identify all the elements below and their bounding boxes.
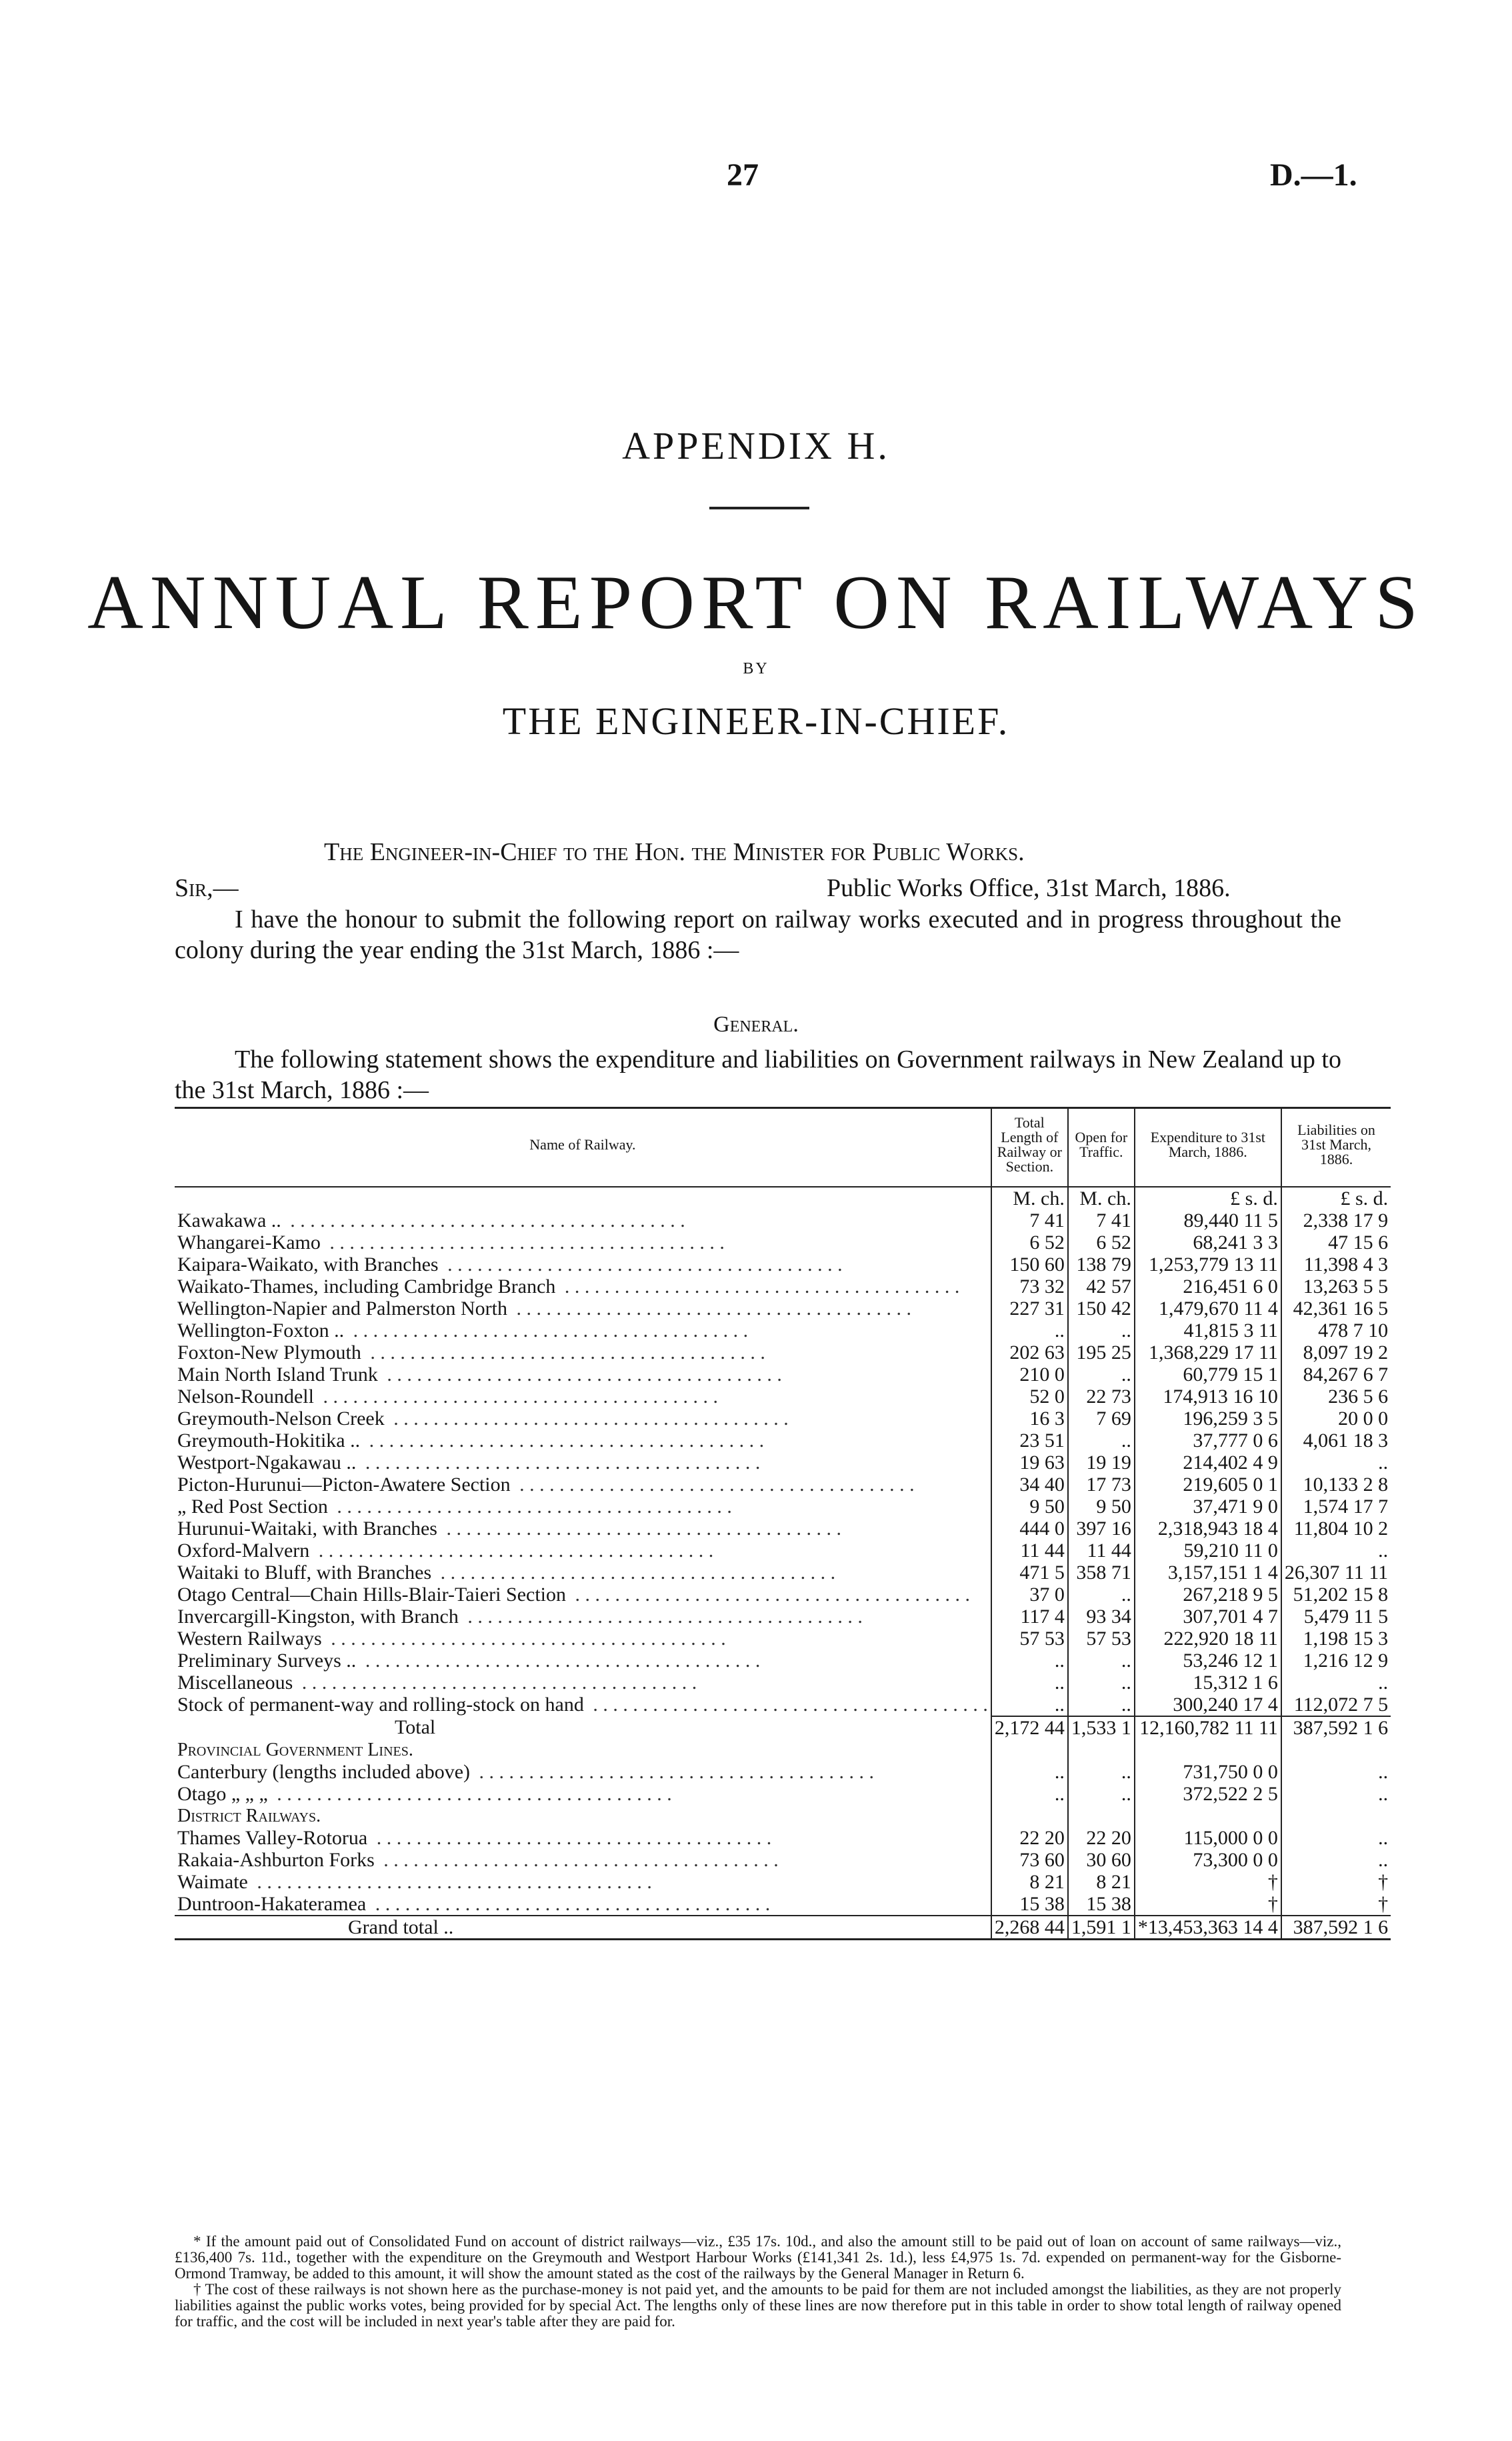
row-expenditure: 196,259 3 5 — [1135, 1408, 1281, 1430]
table-row — [175, 1562, 1391, 1584]
report-subtitle: THE ENGINEER-IN-CHIEF. — [502, 699, 1010, 743]
table-row — [175, 1916, 1391, 1940]
table-row — [175, 1452, 1391, 1474]
header-open: Open for Traffic. — [1068, 1108, 1135, 1187]
table-row — [175, 1871, 1391, 1893]
row-length: 117 4 — [991, 1606, 1068, 1628]
table-row — [175, 1276, 1391, 1298]
heading-divider — [709, 507, 809, 509]
railway-name: Greymouth-Nelson Creek — [177, 1408, 389, 1430]
railway-name: Picton-Hurunui—Picton-Awatere Section — [177, 1474, 515, 1496]
row-liabilities: 4,061 18 3 — [1281, 1430, 1391, 1452]
row-expenditure: 15,312 1 6 — [1135, 1672, 1281, 1694]
leader-dots: . . . . . . . . . . . . . . . . . . . . . . . . . . . . . . . . . . . . . . . . — [364, 1430, 765, 1452]
district-section-row — [175, 1805, 1391, 1827]
row-open: 150 42 — [1068, 1298, 1135, 1320]
row-expenditure: 372,522 2 5 — [1135, 1783, 1281, 1805]
row-expenditure: 267,218 9 5 — [1135, 1584, 1281, 1606]
row-length: 444 0 — [991, 1518, 1068, 1540]
empty-cell — [1068, 1739, 1135, 1761]
row-expenditure: 37,777 0 6 — [1135, 1430, 1281, 1452]
row-length: 7 41 — [991, 1209, 1068, 1232]
row-liabilities: 84,267 6 7 — [1281, 1364, 1391, 1386]
section-heading: District Railways. — [177, 1806, 321, 1826]
row-expenditure: 222,920 18 11 — [1135, 1628, 1281, 1650]
railway-name: Kawakawa .. — [177, 1209, 285, 1232]
empty-cell — [1281, 1739, 1391, 1761]
report-title: ANNUAL REPORT ON RAILWAYS — [87, 560, 1425, 645]
leader-dots: . . . . . . . . . . . . . . . . . . . . . . . . . . . . . . . . . . . . . . . . — [462, 1606, 863, 1628]
row-expenditure: 12,160,782 11 11 — [1135, 1716, 1281, 1739]
row-liabilities: .. — [1281, 1783, 1391, 1805]
table-row — [175, 1584, 1391, 1606]
row-length: 22 20 — [991, 1827, 1068, 1849]
row-open: 42 57 — [1068, 1276, 1135, 1298]
section-heading: Provincial Government Lines. — [177, 1740, 413, 1760]
row-name — [175, 1209, 991, 1232]
row-length: 8 21 — [991, 1871, 1068, 1893]
table-row — [175, 1474, 1391, 1496]
row-liabilities: 20 0 0 — [1281, 1408, 1391, 1430]
row-expenditure: 89,440 11 5 — [1135, 1209, 1281, 1232]
letter-dateline: Public Works Office, 31st March, 1886. — [827, 874, 1231, 902]
row-expenditure: 3,157,151 1 4 — [1135, 1562, 1281, 1584]
table-row — [175, 1827, 1391, 1849]
row-name — [175, 1276, 991, 1298]
empty-cell — [1068, 1805, 1135, 1827]
row-length: 57 53 — [991, 1628, 1068, 1650]
railway-name: Otago „ „ „ — [177, 1783, 272, 1805]
row-open: .. — [1068, 1694, 1135, 1716]
table-row — [175, 1298, 1391, 1320]
table-row — [175, 1650, 1391, 1672]
leader-dots: . . . . . . . . . . . . . . . . . . . . . . . . . . . . . . . . . . . . . . . . — [285, 1209, 685, 1232]
empty-cell — [1281, 1805, 1391, 1827]
row-length: 73 60 — [991, 1849, 1068, 1871]
railway-name: Main North Island Trunk — [177, 1364, 382, 1386]
railway-name: Stock of permanent-way and rolling-stock on hand — [177, 1694, 588, 1716]
leader-dots: . . . . . . . . . . . . . . . . . . . . . . . . . . . . . . . . . . . . . . . . — [435, 1562, 836, 1584]
row-expenditure: † — [1135, 1893, 1281, 1916]
leader-dots: . . . . . . . . . . . . . . . . . . . . . . . . . . . . . . . . . . . . . . . . — [514, 1474, 915, 1496]
row-liabilities: 42,361 16 5 — [1281, 1298, 1391, 1320]
row-open: 30 60 — [1068, 1849, 1135, 1871]
row-name — [175, 1650, 991, 1672]
row-name — [175, 1320, 991, 1342]
row-name — [175, 1408, 991, 1430]
page-number: 27 — [727, 157, 759, 193]
row-length: 6 52 — [991, 1232, 1068, 1254]
row-liabilities: 11,398 4 3 — [1281, 1254, 1391, 1276]
row-liabilities: .. — [1281, 1540, 1391, 1562]
empty-cell — [1135, 1739, 1281, 1761]
row-open: .. — [1068, 1650, 1135, 1672]
header-liabilities: Liabilities on 31st March, 1886. — [1281, 1108, 1391, 1187]
leader-dots: . . . . . . . . . . . . . . . . . . . . . . . . . . . . . . . . . . . . . . . . — [378, 1849, 779, 1871]
row-open: .. — [1068, 1672, 1135, 1694]
row-open: 1,533 1 — [1068, 1716, 1135, 1739]
leader-dots: . . . . . . . . . . . . . . . . . . . . . . . . . . . . . . . . . . . . . . . . — [370, 1893, 771, 1915]
railway-name: Invercargill-Kingston, with Branch — [177, 1606, 463, 1628]
railway-name: „ Red Post Section — [177, 1496, 332, 1518]
row-name — [175, 1386, 991, 1408]
row-expenditure: † — [1135, 1871, 1281, 1893]
row-liabilities: 1,216 12 9 — [1281, 1650, 1391, 1672]
row-expenditure: 59,210 11 0 — [1135, 1540, 1281, 1562]
row-length: 227 31 — [991, 1298, 1068, 1320]
leader-dots: . . . . . . . . . . . . . . . . . . . . . . . . . . . . . . . . . . . . . . . . — [371, 1827, 772, 1849]
row-length: 9 50 — [991, 1496, 1068, 1518]
railway-name: Westport-Ngakawau .. — [177, 1452, 360, 1474]
table-row — [175, 1320, 1391, 1342]
empty-cell — [991, 1739, 1068, 1761]
row-open: 7 69 — [1068, 1408, 1135, 1430]
header-name: Name of Railway. — [175, 1108, 991, 1187]
table-row — [175, 1386, 1391, 1408]
unit-liabilities: £ s. d. — [1281, 1187, 1391, 1209]
row-open: 15 38 — [1068, 1893, 1135, 1916]
leader-dots: . . . . . . . . . . . . . . . . . . . . . . . . . . . . . . . . . . . . . . . . — [325, 1628, 726, 1650]
row-expenditure: 37,471 9 0 — [1135, 1496, 1281, 1518]
header-expenditure: Expenditure to 31st March, 1886. — [1135, 1108, 1281, 1187]
letter-salutation: Sir,— — [175, 874, 239, 902]
leader-dots: . . . . . . . . . . . . . . . . . . . . . . . . . . . . . . . . . . . . . . . . — [313, 1540, 714, 1562]
row-open: 17 73 — [1068, 1474, 1135, 1496]
row-expenditure: 300,240 17 4 — [1135, 1694, 1281, 1716]
units-row — [175, 1187, 1391, 1209]
row-expenditure: 1,479,670 11 4 — [1135, 1298, 1281, 1320]
railway-name: Rakaia-Ashburton Forks — [177, 1849, 379, 1871]
row-length: 2,172 44 — [991, 1716, 1068, 1739]
row-liabilities: 1,574 17 7 — [1281, 1496, 1391, 1518]
document-reference: D.—1. — [1270, 157, 1357, 193]
row-liabilities: 2,338 17 9 — [1281, 1209, 1391, 1232]
row-name — [175, 1342, 991, 1364]
table-row — [175, 1540, 1391, 1562]
table-row — [175, 1364, 1391, 1386]
leader-dots: . . . . . . . . . . . . . . . . . . . . . . . . . . . . . . . . . . . . . . . . — [331, 1496, 732, 1518]
row-liabilities: .. — [1281, 1761, 1391, 1783]
table-row — [175, 1694, 1391, 1716]
row-expenditure: 174,913 16 10 — [1135, 1386, 1281, 1408]
appendix-heading: APPENDIX H. — [622, 424, 890, 467]
intro-text: The following statement shows the expenditure and liabilities on Government railways in New Zealand up to the 31st March, 1886 :— — [175, 1045, 1341, 1104]
railway-name: Oxford-Malvern — [177, 1540, 313, 1562]
row-length: .. — [991, 1320, 1068, 1342]
railway-name: Miscellaneous — [177, 1672, 297, 1694]
row-liabilities: † — [1281, 1893, 1391, 1916]
row-liabilities: .. — [1281, 1452, 1391, 1474]
row-name — [175, 1540, 991, 1562]
leader-dots: . . . . . . . . . . . . . . . . . . . . . . . . . . . . . . . . . . . . . . . . — [360, 1452, 761, 1474]
table-row — [175, 1342, 1391, 1364]
footnote-dagger: † The cost of these railways is not shown here as the purchase-money is not paid yet, and the amounts to be paid for them are not included amongst the liabilities, as they are not properly liabilities against the public works votes, being provided for by special Act. The lengths only of these lines are now therefore put in this table in order to show total length of railway opened for traffic, and the cost will be included in next year's table after they are paid for. — [175, 2281, 1341, 2330]
row-length: 11 44 — [991, 1540, 1068, 1562]
railway-name: Hurunui-Waitaki, with Branches — [177, 1518, 441, 1540]
row-open: 1,591 1 — [1068, 1916, 1135, 1940]
row-name — [175, 1761, 991, 1783]
row-name — [175, 1254, 991, 1276]
unit-expenditure: £ s. d. — [1135, 1187, 1281, 1209]
row-length: 150 60 — [991, 1254, 1068, 1276]
row-name — [175, 1694, 991, 1716]
leader-dots: . . . . . . . . . . . . . . . . . . . . . . . . . . . . . . . . . . . . . . . . — [365, 1342, 765, 1364]
row-open: 22 20 — [1068, 1827, 1135, 1849]
table-row — [175, 1209, 1391, 1232]
row-name — [175, 1496, 991, 1518]
row-expenditure: 73,300 0 0 — [1135, 1849, 1281, 1871]
row-liabilities: 10,133 2 8 — [1281, 1474, 1391, 1496]
row-expenditure: 219,605 0 1 — [1135, 1474, 1281, 1496]
row-name — [175, 1518, 991, 1540]
row-name — [175, 1298, 991, 1320]
row-open: 195 25 — [1068, 1342, 1135, 1364]
table-row — [175, 1496, 1391, 1518]
row-length: 2,268 44 — [991, 1916, 1068, 1940]
railway-name: Preliminary Surveys .. — [177, 1650, 360, 1672]
table-row — [175, 1430, 1391, 1452]
row-name — [175, 1474, 991, 1496]
row-liabilities: 387,592 1 6 — [1281, 1716, 1391, 1739]
row-name — [175, 1849, 991, 1871]
railway-name: Duntroon-Hakateramea — [177, 1893, 370, 1915]
row-open: 19 19 — [1068, 1452, 1135, 1474]
row-name — [175, 1232, 991, 1254]
table-row — [175, 1761, 1391, 1783]
row-length: 16 3 — [991, 1408, 1068, 1430]
row-open: 93 34 — [1068, 1606, 1135, 1628]
row-liabilities: 13,263 5 5 — [1281, 1276, 1391, 1298]
unit-length: M. ch. — [991, 1187, 1068, 1209]
row-liabilities: † — [1281, 1871, 1391, 1893]
row-open: 7 41 — [1068, 1209, 1135, 1232]
table-row — [175, 1408, 1391, 1430]
row-expenditure: 216,451 6 0 — [1135, 1276, 1281, 1298]
row-open: 22 73 — [1068, 1386, 1135, 1408]
railway-name: Foxton-New Plymouth — [177, 1342, 365, 1364]
row-name — [175, 1827, 991, 1849]
row-open: .. — [1068, 1783, 1135, 1805]
railway-name: Canterbury (lengths included above) — [177, 1761, 474, 1783]
row-expenditure: 731,750 0 0 — [1135, 1761, 1281, 1783]
row-open: 9 50 — [1068, 1496, 1135, 1518]
row-name — [175, 1562, 991, 1584]
row-open: 358 71 — [1068, 1562, 1135, 1584]
row-liabilities: 5,479 11 5 — [1281, 1606, 1391, 1628]
letter-body — [175, 904, 1341, 965]
row-length: .. — [991, 1672, 1068, 1694]
leader-dots: . . . . . . . . . . . . . . . . . . . . . . . . . . . . . . . . . . . . . . . . — [441, 1518, 841, 1540]
leader-dots: . . . . . . . . . . . . . . . . . . . . . . . . . . . . . . . . . . . . . . . . — [388, 1408, 789, 1430]
table-body — [175, 1187, 1391, 1940]
railway-expenditure-table — [175, 1107, 1391, 1940]
row-length: .. — [991, 1761, 1068, 1783]
row-name — [175, 1672, 991, 1694]
railway-name: Whangarei-Kamo — [177, 1232, 325, 1254]
railway-name: Greymouth-Hokitika .. — [177, 1430, 364, 1452]
row-expenditure: 115,000 0 0 — [1135, 1827, 1281, 1849]
row-open: .. — [1068, 1320, 1135, 1342]
row-liabilities: 112,072 7 5 — [1281, 1694, 1391, 1716]
row-length: 34 40 — [991, 1474, 1068, 1496]
row-length: 73 32 — [991, 1276, 1068, 1298]
row-name — [175, 1452, 991, 1474]
row-expenditure: 60,779 15 1 — [1135, 1364, 1281, 1386]
railway-name: Kaipara-Waikato, with Branches — [177, 1254, 443, 1276]
row-length: .. — [991, 1650, 1068, 1672]
row-liabilities: .. — [1281, 1827, 1391, 1849]
letter-address: The Engineer-in-Chief to the Hon. the Minister for Public Works. — [324, 838, 1025, 866]
row-length: 202 63 — [991, 1342, 1068, 1364]
row-liabilities: 387,592 1 6 — [1281, 1916, 1391, 1940]
intro-paragraph — [175, 1044, 1341, 1105]
row-name — [175, 1430, 991, 1452]
railway-name: Otago Central—Chain Hills-Blair-Taieri Section — [177, 1584, 570, 1606]
row-liabilities: 1,198 15 3 — [1281, 1628, 1391, 1650]
row-liabilities: 47 15 6 — [1281, 1232, 1391, 1254]
leader-dots: . . . . . . . . . . . . . . . . . . . . . . . . . . . . . . . . . . . . . . . . — [317, 1386, 718, 1408]
empty-cell — [1135, 1805, 1281, 1827]
leader-dots: . . . . . . . . . . . . . . . . . . . . . . . . . . . . . . . . . . . . . . . . — [348, 1320, 749, 1342]
row-liabilities: 51,202 15 8 — [1281, 1584, 1391, 1606]
row-length: .. — [991, 1694, 1068, 1716]
row-name — [175, 1893, 991, 1916]
leader-dots: . . . . . . . . . . . . . . . . . . . . . . . . . . . . . . . . . . . . . . . . — [570, 1584, 970, 1606]
row-expenditure: 214,402 4 9 — [1135, 1452, 1281, 1474]
table-row — [175, 1672, 1391, 1694]
row-open: .. — [1068, 1430, 1135, 1452]
letter-body-text: I have the honour to submit the following report on railway works executed and in progress throughout the colony during the year ending the 31st March, 1886 :— — [175, 905, 1341, 964]
row-name — [175, 1364, 991, 1386]
leader-dots: . . . . . . . . . . . . . . . . . . . . . . . . . . . . . . . . . . . . . . . . — [271, 1783, 672, 1805]
row-open: 57 53 — [1068, 1628, 1135, 1650]
row-expenditure: 53,246 12 1 — [1135, 1650, 1281, 1672]
leader-dots: . . . . . . . . . . . . . . . . . . . . . . . . . . . . . . . . . . . . . . . . — [381, 1364, 782, 1386]
row-expenditure: 1,253,779 13 11 — [1135, 1254, 1281, 1276]
railway-name: Waimate — [177, 1871, 252, 1893]
railway-name: Wellington-Foxton .. — [177, 1320, 348, 1342]
header-length: Total Length of Railway or Section. — [991, 1108, 1068, 1187]
provincial-section-row — [175, 1739, 1391, 1761]
leader-dots: . . . . . . . . . . . . . . . . . . . . . . . . . . . . . . . . . . . . . . . . — [587, 1694, 988, 1716]
row-open: 8 21 — [1068, 1871, 1135, 1893]
row-open: 138 79 — [1068, 1254, 1135, 1276]
section-heading-general: General. — [713, 1012, 799, 1037]
row-expenditure: 68,241 3 3 — [1135, 1232, 1281, 1254]
empty-cell — [991, 1805, 1068, 1827]
row-liabilities: 478 7 10 — [1281, 1320, 1391, 1342]
table-row — [175, 1849, 1391, 1871]
row-length: 23 51 — [991, 1430, 1068, 1452]
row-expenditure: 41,815 3 11 — [1135, 1320, 1281, 1342]
leader-dots: . . . . . . . . . . . . . . . . . . . . . . . . . . . . . . . . . . . . . . . . — [360, 1650, 761, 1672]
railway-name: Thames Valley-Rotorua — [177, 1827, 371, 1849]
row-liabilities: 11,804 10 2 — [1281, 1518, 1391, 1540]
railway-name: Waitaki to Bluff, with Branches — [177, 1562, 435, 1584]
row-expenditure: 2,318,943 18 4 — [1135, 1518, 1281, 1540]
row-name — [175, 1916, 991, 1940]
table-row — [175, 1628, 1391, 1650]
units-blank — [175, 1187, 991, 1209]
row-length: 471 5 — [991, 1562, 1068, 1584]
table-row — [175, 1518, 1391, 1540]
footnotes — [175, 2234, 1341, 2330]
row-expenditure: 1,368,229 17 11 — [1135, 1342, 1281, 1364]
by-line: BY — [743, 660, 769, 677]
table-row — [175, 1716, 1391, 1739]
table-row — [175, 1893, 1391, 1916]
row-length: .. — [991, 1783, 1068, 1805]
unit-open: M. ch. — [1068, 1187, 1135, 1209]
row-liabilities: 8,097 19 2 — [1281, 1342, 1391, 1364]
railway-name: Wellington-Napier and Palmerston North — [177, 1298, 511, 1320]
row-open: 11 44 — [1068, 1540, 1135, 1562]
row-expenditure: *13,453,363 14 4 — [1135, 1916, 1281, 1940]
railway-name: Western Railways — [177, 1628, 326, 1650]
leader-dots: . . . . . . . . . . . . . . . . . . . . . . . . . . . . . . . . . . . . . . . . — [442, 1254, 843, 1276]
row-length: 15 38 — [991, 1893, 1068, 1916]
row-length: 210 0 — [991, 1364, 1068, 1386]
table-row — [175, 1254, 1391, 1276]
row-liabilities: .. — [1281, 1672, 1391, 1694]
row-open: .. — [1068, 1364, 1135, 1386]
leader-dots: . . . . . . . . . . . . . . . . . . . . . . . . . . . . . . . . . . . . . . . . — [559, 1276, 960, 1298]
leader-dots: . . . . . . . . . . . . . . . . . . . . . . . . . . . . . . . . . . . . . . . . — [297, 1672, 697, 1694]
row-name — [175, 1606, 991, 1628]
table-row — [175, 1606, 1391, 1628]
leader-dots: . . . . . . . . . . . . . . . . . . . . . . . . . . . . . . . . . . . . . . . . — [511, 1298, 911, 1320]
row-expenditure: 307,701 4 7 — [1135, 1606, 1281, 1628]
row-liabilities: 26,307 11 11 — [1281, 1562, 1391, 1584]
row-length: 37 0 — [991, 1584, 1068, 1606]
leader-dots: . . . . . . . . . . . . . . . . . . . . . . . . . . . . . . . . . . . . . . . . — [324, 1232, 725, 1254]
row-open: .. — [1068, 1761, 1135, 1783]
railway-name: Grand total .. — [348, 1916, 457, 1938]
footnote-asterisk: * If the amount paid out of Consolidated Fund on account of district railways—viz., £35 17s. 10d., and also the amount still to be paid out of loan on account of same railways—viz., £136,400 7s. 11d., together with the expenditure on the Greymouth and Westport Harbour Works (£141,341 2s. 1d.), less £4,975 1s. 7d. expended on permanent-way for the Gisborne-Ormond Tramway, be added to this amount, it will show the amount stated as the cost of the railways by the General Manager in Return 6. — [175, 2233, 1341, 2282]
row-open: .. — [1068, 1584, 1135, 1606]
table-row — [175, 1232, 1391, 1254]
row-length: 52 0 — [991, 1386, 1068, 1408]
railway-name: Waikato-Thames, including Cambridge Branch — [177, 1276, 559, 1298]
leader-dots: . . . . . . . . . . . . . . . . . . . . . . . . . . . . . . . . . . . . . . . . — [474, 1761, 875, 1783]
row-liabilities: .. — [1281, 1849, 1391, 1871]
row-name — [175, 1628, 991, 1650]
table-header-row — [175, 1108, 1391, 1187]
row-liabilities: 236 5 6 — [1281, 1386, 1391, 1408]
table-row — [175, 1783, 1391, 1805]
row-name — [175, 1783, 991, 1805]
row-name — [175, 1871, 991, 1893]
railway-name: Nelson-Roundell — [177, 1386, 318, 1408]
row-name — [175, 1716, 991, 1739]
row-open: 397 16 — [1068, 1518, 1135, 1540]
row-name — [175, 1584, 991, 1606]
leader-dots: . . . . . . . . . . . . . . . . . . . . . . . . . . . . . . . . . . . . . . . . — [251, 1871, 652, 1893]
row-open: 6 52 — [1068, 1232, 1135, 1254]
railway-name: Total — [395, 1716, 439, 1738]
row-length: 19 63 — [991, 1452, 1068, 1474]
